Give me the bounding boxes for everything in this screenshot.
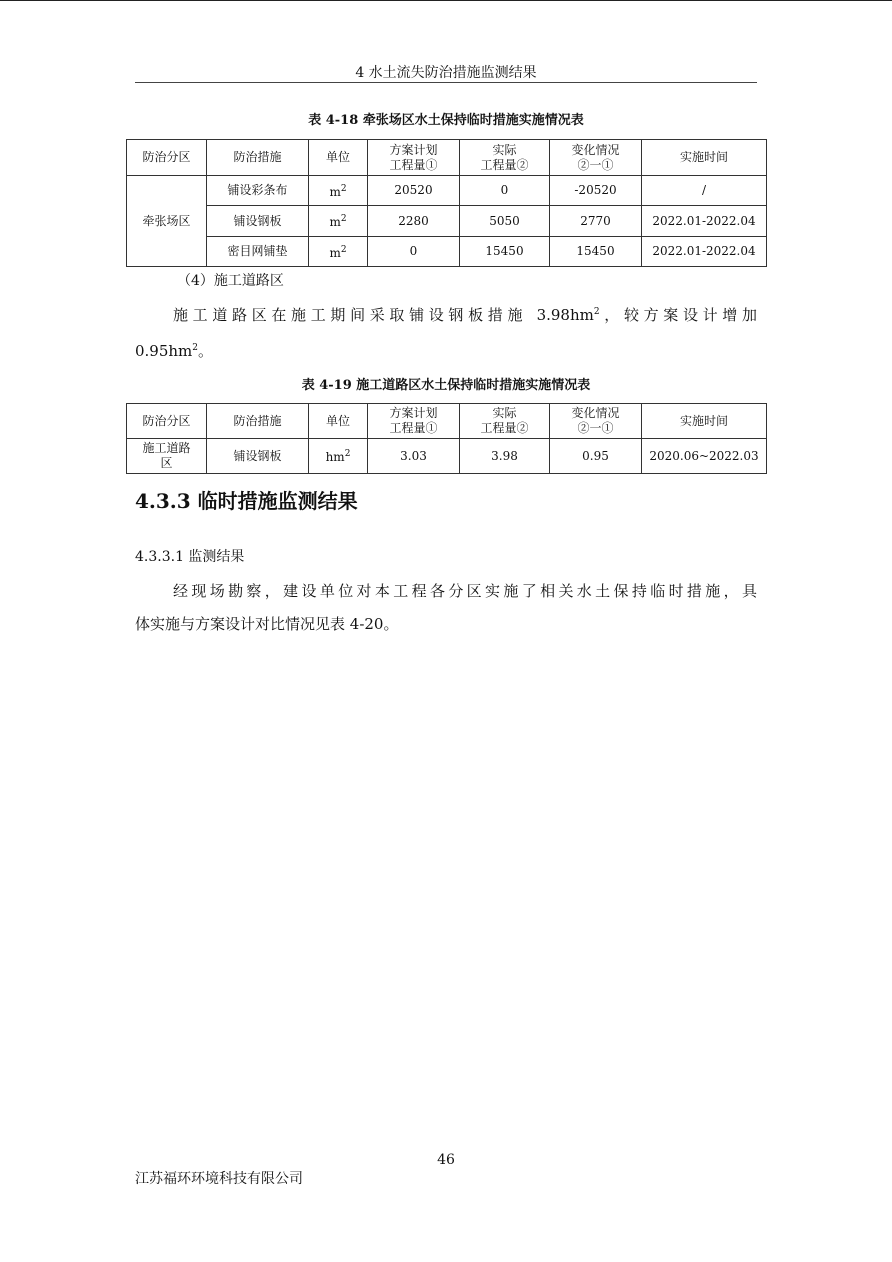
- table-cell: 15450: [460, 237, 550, 267]
- section-title: 4.3.3 临时措施监测结果: [135, 489, 358, 513]
- table-cell: 0: [460, 176, 550, 206]
- table2-header-row: [127, 404, 767, 439]
- table1-header-row: [127, 140, 767, 176]
- table-cell: 5050: [460, 206, 550, 237]
- page-number: 46: [437, 1152, 455, 1168]
- table-row: [127, 206, 767, 237]
- paragraph-survey: [135, 575, 757, 641]
- paragraph-line: $0.95hm^2$。: [135, 342, 214, 360]
- table-cell: 铺设钢板: [207, 206, 309, 237]
- table1-header-actual: 实际 工程量②: [460, 140, 550, 176]
- table2-header-change: 变化情况 ②一①: [550, 404, 642, 439]
- table-4-19: [126, 403, 767, 474]
- table-cell: 2770: [550, 206, 642, 237]
- table2-header-zone: 防治分区: [127, 404, 207, 439]
- table2-zone-cell: 施工道路 区: [127, 439, 207, 474]
- table1-header-change: 变化情况 ②一①: [550, 140, 642, 176]
- table1-caption: 表 4-18 牵张场区水土保持临时措施实施情况表: [308, 113, 584, 128]
- page-header: 4 水土流失防治措施监测结果: [355, 65, 537, 81]
- header-rule: [135, 82, 757, 83]
- table1-header-zone: 防治分区: [127, 140, 207, 176]
- table-cell: 2022.01-2022.04: [642, 206, 767, 237]
- table2-header-plan: 方案计划 工程量①: [368, 404, 460, 439]
- table1-header-measure: 防治措施: [207, 140, 309, 176]
- table-cell: 铺设钢板: [207, 439, 309, 474]
- table-cell: /: [642, 176, 767, 206]
- table1-header-plan: 方案计划 工程量①: [368, 140, 460, 176]
- table-cell: 15450: [550, 237, 642, 267]
- table2-header-actual: 实际 工程量②: [460, 404, 550, 439]
- table-cell: 20520: [368, 176, 460, 206]
- table-row: [127, 176, 767, 206]
- table-cell: 3.98: [460, 439, 550, 474]
- table-cell: 2280: [368, 206, 460, 237]
- company-name: 江苏福环环境科技有限公司: [135, 1171, 303, 1187]
- table-4-18: [126, 139, 767, 267]
- table-cell: 铺设彩条布: [207, 176, 309, 206]
- table-cell: $m^2$: [309, 206, 368, 237]
- table2-header-unit: 单位: [309, 404, 368, 439]
- table-cell: 密目网铺垫: [207, 237, 309, 267]
- table-cell: 2022.01-2022.04: [642, 237, 767, 267]
- paragraph-road-area: [135, 296, 757, 368]
- table-cell: 2020.06~2022.03: [642, 439, 767, 474]
- table2-header-time: 实施时间: [642, 404, 767, 439]
- paragraph-line: 经现场勘察，建设单位对本工程各分区实施了相关水土保持临时措施，具: [173, 582, 757, 600]
- table2-caption: 表 4-19 施工道路区水土保持临时措施实施情况表: [301, 378, 591, 393]
- table-cell: 0: [368, 237, 460, 267]
- table1-zone-cell: 牵张场区: [127, 176, 207, 267]
- table-row: [127, 439, 767, 474]
- paragraph-line: 施工道路区在施工期间采取铺设钢板措施 $3.98hm^2$，较方案设计增加: [173, 306, 757, 324]
- paragraph-line: 体实施与方案设计对比情况见表 4-20。: [135, 615, 399, 633]
- table-cell: $m^2$: [309, 237, 368, 267]
- table-cell: $m^2$: [309, 176, 368, 206]
- table1-header-time: 实施时间: [642, 140, 767, 176]
- table1-header-unit: 单位: [309, 140, 368, 176]
- subsection-4-title: （4）施工道路区: [177, 273, 284, 289]
- table-cell: -20520: [550, 176, 642, 206]
- table-cell: 0.95: [550, 439, 642, 474]
- table-cell: $hm^2$: [309, 439, 368, 474]
- subsection-title: 4.3.3.1 监测结果: [135, 549, 245, 565]
- table-cell: 3.03: [368, 439, 460, 474]
- table2-header-measure: 防治措施: [207, 404, 309, 439]
- table-row: [127, 237, 767, 267]
- top-border: [0, 0, 892, 1]
